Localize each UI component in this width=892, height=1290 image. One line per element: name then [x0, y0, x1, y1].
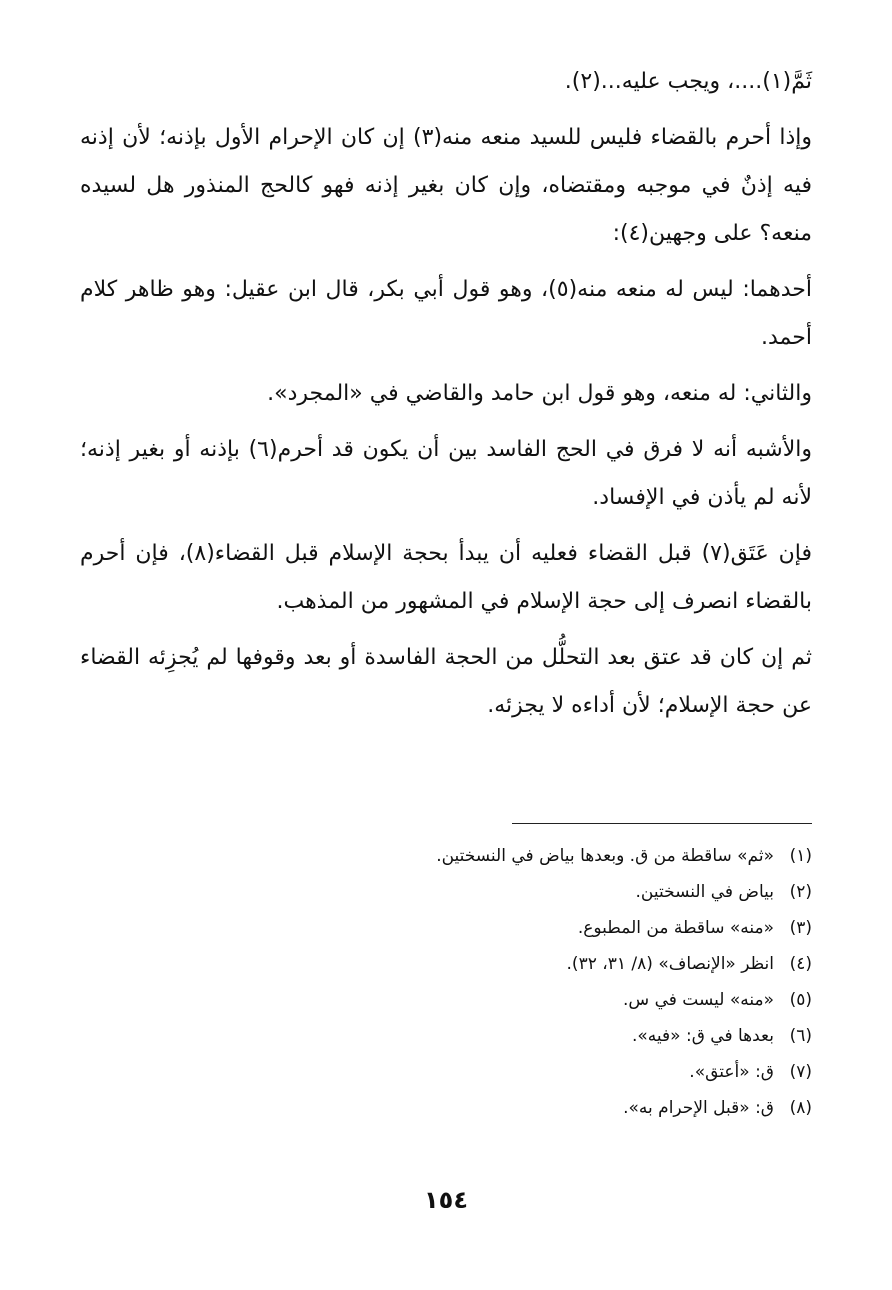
paragraph-2: وإذا أحرم بالقضاء فليس للسيد منعه منه(٣) إن كان الإحرام الأول بإذنه؛ لأن إذنه فيه إذنٌ في موجبه ومقتضاه، وإن كان بغير إذنه فهو كالحج المنذور هل لسيده منعه؟ على وجهين(٤): — [80, 125, 812, 246]
paragraph-4: والثاني: له منعه، وهو قول ابن حامد والقاضي في «المجرد». — [267, 381, 812, 406]
footnote-text: ق: «أعتق». — [689, 1062, 774, 1082]
footnote-text: بياض في النسختين. — [635, 882, 774, 902]
footnote-5 — [80, 982, 812, 1018]
page-number: ١٥٤ — [424, 1186, 468, 1214]
paragraph-1: ثَمَّ(١)....، ويجب عليه...(٢). — [564, 69, 812, 94]
footnote-text: ق: «قبل الإحرام به». — [623, 1098, 774, 1118]
main-text — [80, 58, 812, 730]
paragraph-3: أحدهما: ليس له منعه منه(٥)، وهو قول أبي بكر، قال ابن عقيل: وهو ظاهر كلام أحمد. — [80, 277, 813, 350]
footnote-8 — [80, 1090, 812, 1126]
footnotes — [80, 838, 812, 1126]
footnote-text: انظر «الإنصاف» (٨/ ٣١، ٣٢). — [566, 954, 774, 974]
paragraph-5: والأشبه أنه لا فرق في الحج الفاسد بين أن يكون قد أحرم(٦) بإذنه أو بغير إذنه؛ لأنه لم يأذن في الإفساد. — [80, 437, 812, 510]
footnote-number: (٣) — [789, 918, 812, 938]
paragraph-7: ثم إن كان قد عتق بعد التحلُّل من الحجة الفاسدة أو بعد وقوفها لم يُجزِئه القضاء عن حجة الإسلام؛ لأن أداءه لا يجزئه. — [80, 645, 812, 718]
footnote-number: (١) — [789, 846, 812, 866]
footnote-3 — [80, 910, 812, 946]
footnote-number: (٦) — [789, 1026, 812, 1046]
footnote-text: «ثم» ساقطة من ق. وبعدها بياض في النسختين. — [436, 846, 774, 866]
footnote-text: «منه» ساقطة من المطبوع. — [577, 918, 774, 938]
footnote-number: (٥) — [789, 990, 812, 1010]
footnote-2 — [80, 874, 812, 910]
footnote-divider — [512, 823, 812, 824]
footnote-6 — [80, 1018, 812, 1054]
footnote-number: (٧) — [789, 1062, 812, 1082]
footnote-1 — [80, 838, 812, 874]
footnote-number: (٢) — [789, 882, 812, 902]
paragraph-6: فإن عَتَق(٧) قبل القضاء فعليه أن يبدأ بحجة الإسلام قبل القضاء(٨)، فإن أحرم بالقضاء انصرف إلى حجة الإسلام في المشهور من المذهب. — [80, 541, 812, 614]
footnote-text: «منه» ليست في س. — [623, 990, 774, 1010]
footnote-text: بعدها في ق: «فيه». — [631, 1026, 774, 1046]
footnote-4 — [80, 946, 812, 982]
footnote-7 — [80, 1054, 812, 1090]
footnote-number: (٨) — [789, 1098, 812, 1118]
footnote-number: (٤) — [789, 954, 812, 974]
